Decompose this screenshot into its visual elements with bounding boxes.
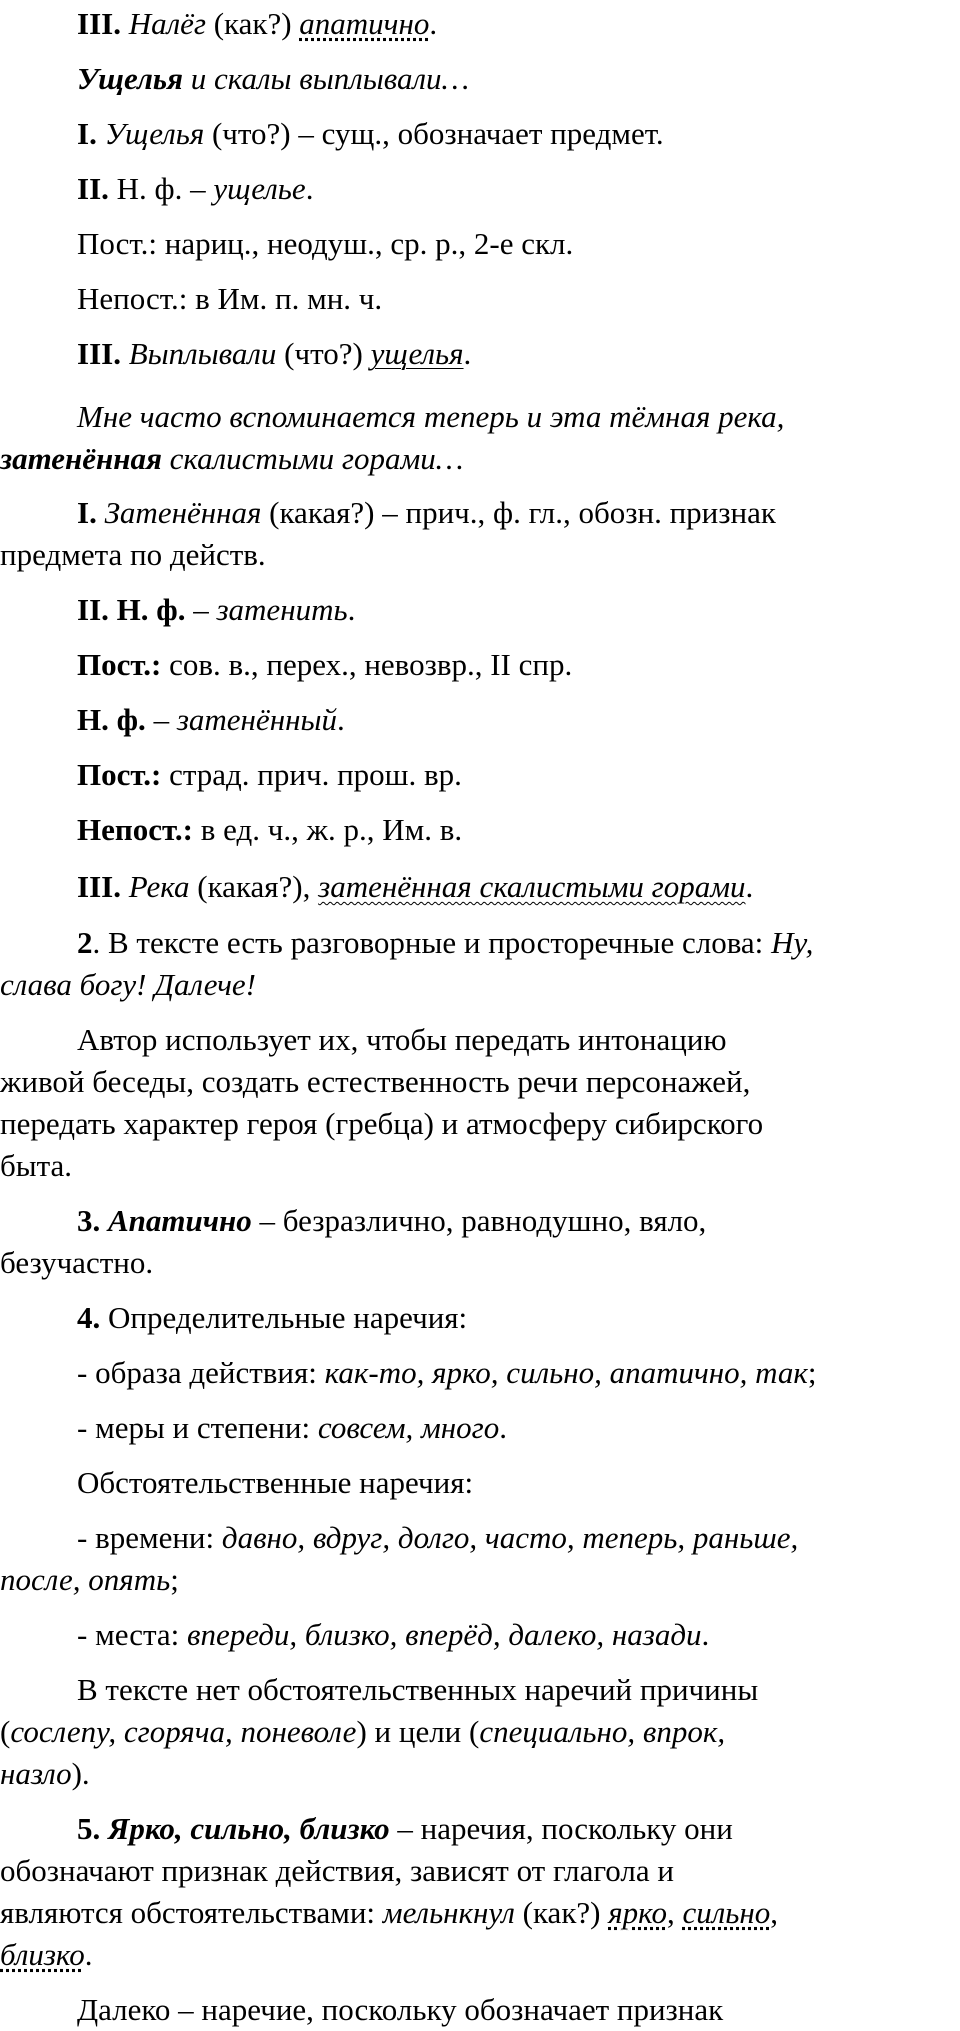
text-line: III. Река (какая?), затенённая скалистыми горами. bbox=[77, 869, 754, 904]
text-line: 3. Апатично – безразлично, равнодушно, вяло, bbox=[77, 1203, 707, 1238]
text-line: 4. Определительные наречия: bbox=[77, 1300, 468, 1335]
text-line: - времени: давно, вдруг, долго, часто, теперь, раньше, bbox=[77, 1520, 799, 1555]
text-line: Далеко – наречие, поскольку обозначает признак bbox=[77, 1992, 724, 2027]
text-line: Автор использует их, чтобы передать интонацию bbox=[77, 1022, 727, 1057]
text-line: I. Ущелья (что?) – сущ., обозначает предмет. bbox=[77, 116, 664, 151]
text-line: (сослепу, сгоряча, поневоле) и цели (специально, впрок, bbox=[0, 1714, 726, 1749]
text-line: В тексте нет обстоятельственных наречий причины bbox=[77, 1672, 759, 1707]
text-line: III. Налёг (как?) апатично. bbox=[77, 6, 438, 41]
text-line: являются обстоятельствами: мельнкнул (как?) ярко, сильно, bbox=[0, 1895, 778, 1930]
text-line: - места: впереди, близко, вперёд, далеко, назади. bbox=[77, 1617, 710, 1652]
text-line: Ущелья и скалы выплывали… bbox=[77, 61, 470, 96]
text-line: после, опять; bbox=[0, 1562, 179, 1597]
text-line: обозначают признак действия, зависят от глагола и bbox=[0, 1853, 674, 1888]
text-line: II. Н. ф. – ущелье. bbox=[77, 171, 314, 206]
text-line: I. Затенённая (какая?) – прич., ф. гл., обозн. признак bbox=[77, 495, 776, 530]
text-line: Мне часто вспоминается теперь и эта тёмная река, bbox=[77, 399, 785, 434]
text-line: 5. Ярко, сильно, близко – наречия, поскольку они bbox=[77, 1811, 733, 1846]
text-line: II. Н. ф. – затенить. bbox=[77, 592, 356, 627]
text-line: предмета по действ. bbox=[0, 537, 266, 572]
text-line: слава богу! Далече! bbox=[0, 967, 256, 1002]
text-line: - образа действия: как-то, ярко, сильно, апатично, так; bbox=[77, 1355, 817, 1390]
text-line: безучастно. bbox=[0, 1245, 154, 1280]
text-line: III. Выплывали (что?) ущелья. bbox=[77, 336, 472, 371]
text-line: Пост.: нариц., неодуш., ср. р., 2-е скл. bbox=[77, 226, 574, 261]
text-line: Непост.: в Им. п. мн. ч. bbox=[77, 281, 383, 316]
text-line: близко. bbox=[0, 1937, 93, 1972]
text-line: живой беседы, создать естественность речи персонажей, bbox=[0, 1064, 751, 1099]
text-line: затенённая скалистыми горами… bbox=[0, 441, 464, 476]
text-line: Н. ф. – затенённый. bbox=[77, 702, 345, 737]
text-line: назло). bbox=[0, 1756, 90, 1791]
text-line: - меры и степени: совсем, много. bbox=[77, 1410, 507, 1445]
text-line: быта. bbox=[0, 1148, 73, 1183]
text-line: Пост.: страд. прич. прош. вр. bbox=[77, 757, 462, 792]
text-line: передать характер героя (гребца) и атмосферу сибирского bbox=[0, 1106, 764, 1141]
text-line: 2. В тексте есть разговорные и просторечные слова: Ну, bbox=[77, 925, 814, 960]
text-line: Непост.: в ед. ч., ж. р., Им. в. bbox=[77, 812, 463, 847]
text-line: Пост.: сов. в., перех., невозвр., II спр. bbox=[77, 647, 573, 682]
text-line: Обстоятельственные наречия: bbox=[77, 1465, 474, 1500]
